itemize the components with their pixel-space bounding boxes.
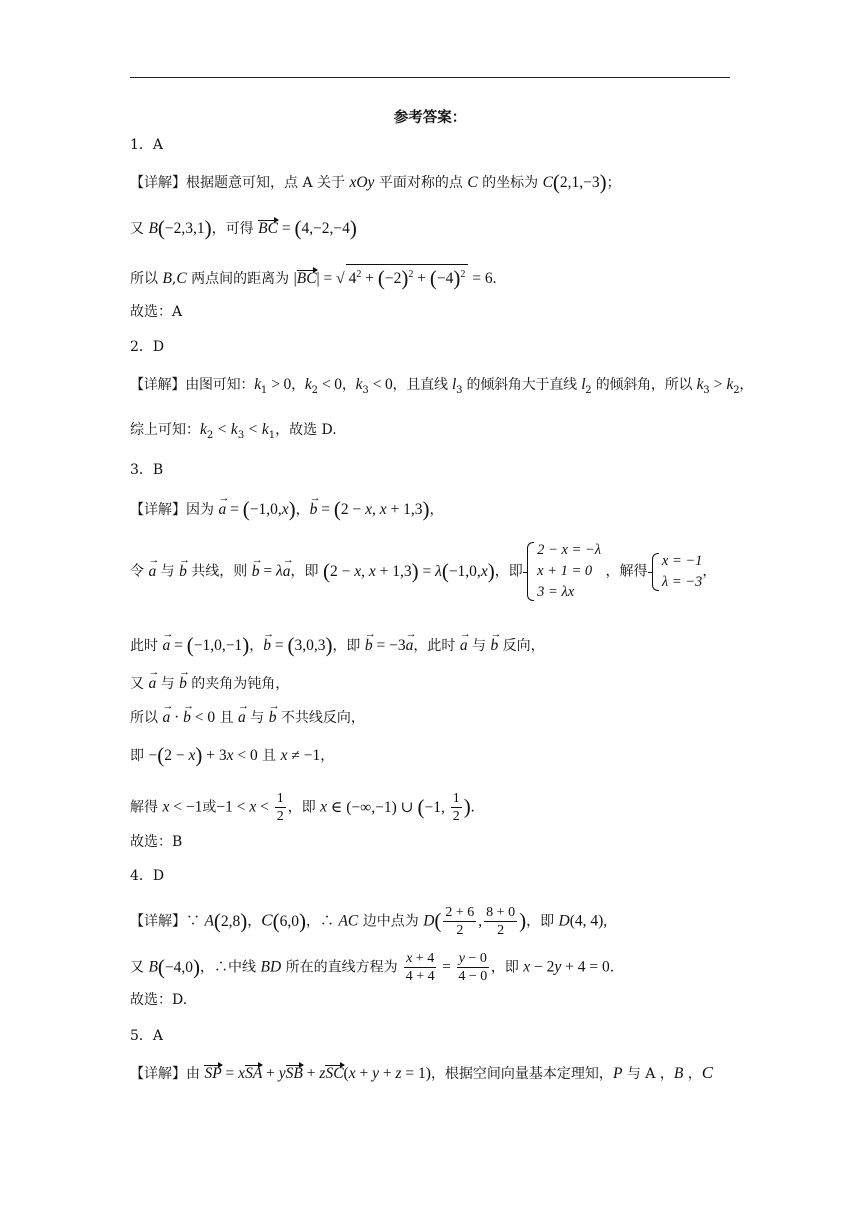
answer-2-line-1: 【详解】由图可知：$k_1 > 0$，$k_2 < 0$，$k_3 < 0$，且直线 $l_3$ 的倾斜角大于直线 $l_2$ 的倾斜角，所以 $k_3 > k_2$， [130, 376, 754, 396]
answer-3-line-5: 所以 → a · → b < 0 且 → a 与 → b 不共线反向， [130, 708, 365, 728]
answer-1-choice: 故选：A [130, 304, 183, 320]
answer-1-line-1: 【详解】根据题意可知，点 A 关于 xOy 平面对称的点 C 的坐标为 C(2,1,−3)； [130, 170, 621, 194]
answer-4-line-2: 又 B(−4,0)，∴中线 BD 所在的直线方程为 $\frac{x + 4}{4 + 4}$ = $\frac{y - 0}{4 - 0}$ ，即 x − 2y + 4 = 0. [130, 951, 615, 984]
equation-system-2: x = −1 λ = −3 [652, 551, 703, 593]
answer-3-choice: 故选：B [130, 834, 183, 850]
answer-4-heading: 4．D [130, 868, 165, 884]
answer-4-line-1: 【详解】∵ A(2,8)，C(6,0)，∴ AC 边中点为 D( $\frac{2 + 6}{2}$ , $\frac{8 + 0}{2}$ )，即 D(4, 4), [130, 905, 608, 938]
answer-3-line-2: 令 → a 与 → b 共线，则 → b = λ→ a，即 (2 − x, x + 1,3) = λ(−1,0,x)，即 2 − x = −λ x + 1 = 0 3 = λx ，解得 x = −1 λ = −3， [130, 540, 716, 603]
answer-3-line-6: 即 −(2 − x) + 3x < 0 且 x ≠ −1， [130, 743, 335, 767]
answer-3-line-3: 此时 → a = (−1,0,−1)，→ b = (3,0,3)，即 → b = −3→ a，此时 → a 与 → b 反向， [130, 635, 545, 656]
answer-1-line-2: 又 B(−2,3,1)，可得 BC = (4,−2,−4) [130, 216, 357, 240]
header-rule [130, 77, 730, 78]
answer-1-heading: 1．A [130, 137, 164, 153]
answer-1-line-3: 所以 B,C 两点间的距离为 |BC| = √ $4^2 + (-2)^2 + (-4)^2 = 6$. [130, 264, 497, 289]
answer-3-heading: 3．B [130, 462, 164, 478]
equation-system-1: 2 − x = −λ x + 1 = 0 3 = λx [527, 540, 601, 603]
answer-2-line-2: 综上可知：$k_2 < k_3 < k_1$，故选 D. [130, 421, 337, 441]
answer-3-line-4: 又 → a 与 → b 的夹角为钝角， [130, 674, 289, 694]
page-title: 参考答案： [393, 109, 467, 126]
answer-5-heading: 5．A [130, 1028, 164, 1044]
answer-4-choice: 故选：D. [130, 992, 188, 1008]
answer-2-heading: 2．D [130, 339, 165, 355]
answer-3-line-1: 【详解】因为 → a = (−1,0,x)，→ b = (2 − x, x + 1,3)， [130, 499, 444, 520]
answer-3-line-7: 解得 x < −1或−1 < x < $\frac{1}{2}$ ，即 x ∈ (−∞,−1) ∪ (−1, $\frac{1}{2}$ ). [130, 791, 475, 824]
answer-5-line-1: 【详解】由 SP = xSA + ySB + zSC(x + y + z = 1)，根据空间向量基本定理知，P 与 A ，B ，C [130, 1063, 714, 1082]
